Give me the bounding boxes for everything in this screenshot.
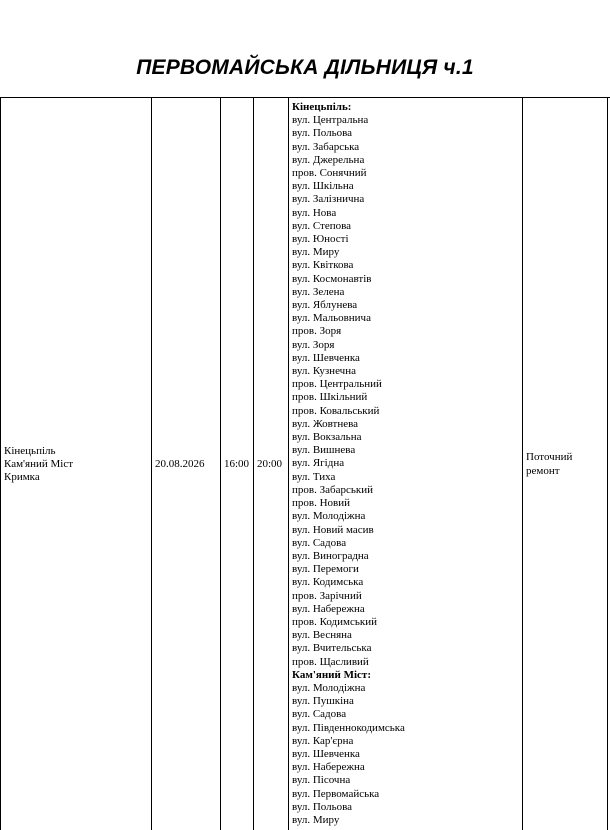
- street-item: пров. Шкільний: [292, 391, 368, 404]
- street-item: пров. Новий: [292, 497, 350, 510]
- street-item: вул. Кузнечна: [292, 365, 356, 378]
- street-item: вул. Центральна: [292, 114, 369, 127]
- street-item: вул. Джерельна: [292, 153, 365, 166]
- street-item: вул. Первомайська: [292, 787, 380, 800]
- street-item: вул. Вишнева: [292, 444, 356, 457]
- streets-list: [292, 101, 522, 827]
- street-item: вул. Миру: [292, 246, 340, 259]
- street-item: вул. Садова: [292, 536, 347, 549]
- street-item: вул. Квіткова: [292, 259, 354, 272]
- street-item: пров. Щасливий: [292, 655, 369, 668]
- time-to: 20:00: [257, 457, 283, 470]
- street-item: вул. Яблунева: [292, 299, 358, 312]
- time-from-cell: [221, 98, 253, 830]
- street-item: вул. Миру: [292, 813, 340, 826]
- street-item: вул. Набережна: [292, 602, 365, 615]
- street-item: пров. Центральний: [292, 378, 382, 391]
- street-item: пров. Зоря: [292, 325, 342, 338]
- street-item: пров. Ковальський: [292, 404, 380, 417]
- settlement-group-heading: Кам'яний Міст:: [292, 668, 371, 681]
- street-item: вул. Кодимська: [292, 576, 364, 589]
- settlements-text: Кінецьпіль Кам'яний Міст Кримка: [4, 444, 74, 484]
- street-item: вул. Перемоги: [292, 563, 359, 576]
- street-item: пров. Кодимський: [292, 615, 378, 628]
- street-item: вул. Пісочна: [292, 774, 351, 787]
- street-item: вул. Жовтнева: [292, 417, 359, 430]
- street-item: вул. Космонавтів: [292, 272, 372, 285]
- street-item: вул. Вокзальна: [292, 431, 362, 444]
- street-item: пров. Сонячний: [292, 167, 367, 180]
- street-item: вул. Молодіжна: [292, 681, 366, 694]
- street-item: вул. Забарська: [292, 140, 360, 153]
- street-item: вул. Молодіжна: [292, 510, 366, 523]
- page-title: ПЕРВОМАЙСЬКА ДІЛЬНИЦЯ ч.1: [136, 56, 474, 79]
- street-item: вул. Садова: [292, 708, 347, 721]
- street-item: вул. Набережна: [292, 761, 365, 774]
- street-item: вул. Вчительська: [292, 642, 372, 655]
- column-divider: [288, 98, 289, 830]
- street-item: вул. Польова: [292, 127, 353, 140]
- date-cell: [152, 98, 220, 830]
- street-item: вул. Мальовнича: [292, 312, 371, 325]
- street-item: вул. Весняна: [292, 629, 352, 642]
- outage-reason: Поточний ремонт: [526, 451, 573, 477]
- street-item: вул. Зелена: [292, 285, 345, 298]
- street-item: вул. Юності: [292, 233, 349, 246]
- table-border-right: [607, 98, 608, 830]
- outage-table: [0, 97, 610, 830]
- street-item: вул. Виноградна: [292, 549, 369, 562]
- settlements-cell: [1, 98, 151, 830]
- street-item: вул. Кар'єрна: [292, 734, 354, 747]
- street-item: вул. Ягідна: [292, 457, 345, 470]
- street-item: вул. Пушкіна: [292, 695, 354, 708]
- street-item: вул. Новий масив: [292, 523, 374, 536]
- street-item: пров. Забарський: [292, 483, 373, 496]
- street-item: вул. Зоря: [292, 338, 335, 351]
- street-item: вул. Шкільна: [292, 180, 354, 193]
- street-item: вул. Шевченка: [292, 351, 360, 364]
- street-item: вул. Нова: [292, 206, 337, 219]
- street-item: пров. Зарічний: [292, 589, 362, 602]
- reason-cell: [523, 98, 607, 830]
- street-item: вул. Залізнична: [292, 193, 365, 206]
- outage-date: 20.08.2026: [155, 457, 205, 470]
- street-item: вул. Південнокодимська: [292, 721, 405, 734]
- street-item: вул. Степова: [292, 219, 352, 232]
- street-item: вул. Польова: [292, 800, 353, 813]
- street-item: вул. Шевченка: [292, 747, 360, 760]
- time-to-cell: [254, 98, 288, 830]
- settlement-group-heading: Кінецьпіль:: [292, 101, 352, 113]
- street-item: вул. Тиха: [292, 470, 336, 483]
- time-from: 16:00: [224, 457, 250, 470]
